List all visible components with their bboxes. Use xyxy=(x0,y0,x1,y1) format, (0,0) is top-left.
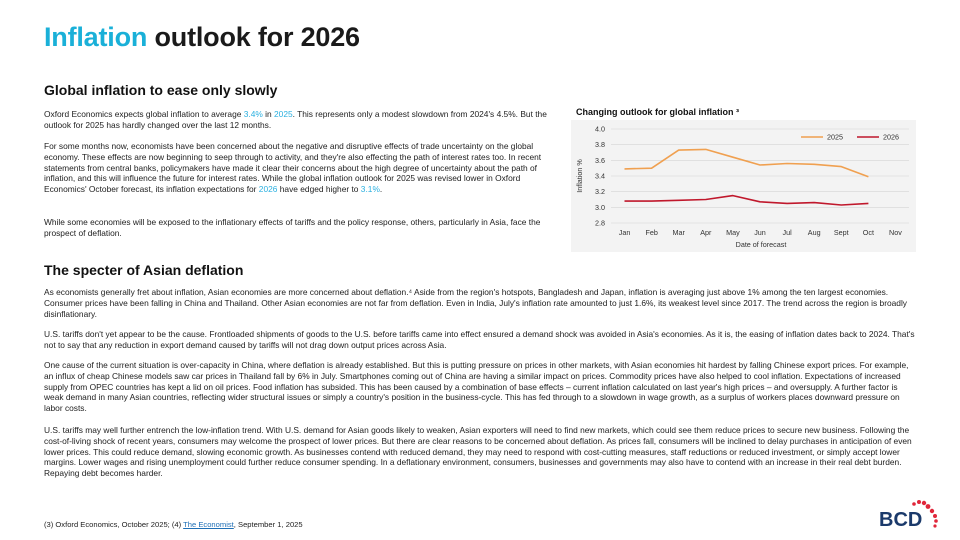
section2-paragraph-4: U.S. tariffs may well further entrench the low-inflation trend. With U.S. demand for Asian goods likely to weaken, Asian exporters will need to find new markets, which could see them reduce prices to secure new business. Following the cost-of-living shock of recent years, consumers may welcome the prospect of lower prices. But there are clear reasons to be concerned about deflation. As prices fall, consumers will be inclined to delay purchases in anticipation of even lower prices. This could reduce demand, slowing economic growth. As businesses contend with reduced demand, they may need to respond with cost-cutting measures, staff reductions or reduced investment, or simply accept lower margins. Lower wages and rising unemployment could further reduce consumer spending. In a deflationary environment, consumers, businesses and governments may also have to contend with an increase in their real debt burden. Repaying debt becomes harder. xyxy=(44,425,912,479)
x-axis-title: Date of forecast xyxy=(735,240,787,249)
page-title-rest: outlook for 2026 xyxy=(147,22,360,52)
x-tick-label: Mar xyxy=(672,228,685,237)
paragraph-text: While some economies will be exposed to the inflationary effects of tariffs and the policy response, others, particularly in Asia, face the prospect of deflation. xyxy=(44,217,541,238)
y-axis-title: Inflation % xyxy=(575,159,584,193)
y-tick-label: 3.8 xyxy=(595,140,605,150)
paragraph-text: For some months now, economists have been concerned about the negative and disruptive effects of trade uncertainty on the global economy. These effects are now beginning to seep through to activity, and they're also effecting the path of interest rates too. In recent statements from central banks, policymakers have made it clear their concerns about the high degree of uncertainty about the path of inflation, and this will influence the future for interest rates. While the global inflation outlook for 2025 was revised lower in Oxford Economics' October forecast, its inflation expectations for xyxy=(44,141,542,195)
x-tick-label: Apr xyxy=(700,228,712,237)
logo-text: BCD xyxy=(879,509,923,530)
page-title xyxy=(44,22,360,53)
y-tick-label: 3.2 xyxy=(595,187,605,197)
x-tick-label: Nov xyxy=(889,228,902,237)
paragraph-text: . xyxy=(379,184,383,195)
page-title-accent: Inflation xyxy=(44,22,148,52)
highlighted-value: 3.1% xyxy=(360,184,380,195)
x-tick-label: Feb xyxy=(645,228,658,237)
footnote-date: , September 1, 2025 xyxy=(233,520,303,529)
section1-paragraph-1 xyxy=(44,109,556,131)
x-tick-label: Aug xyxy=(807,228,821,237)
x-tick-label: Jul xyxy=(782,228,792,237)
y-tick-label: 4.0 xyxy=(595,124,605,134)
section1-paragraph-2 xyxy=(44,141,556,195)
paragraph-text: Oxford Economics expects global inflation to average xyxy=(44,109,244,119)
bcd-logo xyxy=(878,500,942,530)
x-tick-label: Sept xyxy=(833,228,849,237)
series-line-2026 xyxy=(625,196,869,205)
y-tick-label: 3.0 xyxy=(595,202,605,212)
highlighted-value: 3.4% xyxy=(243,109,263,119)
chart-title: Changing outlook for global inflation ³ xyxy=(576,107,739,117)
x-tick-label: May xyxy=(726,228,740,237)
section2-paragraph-2: U.S. tariffs don't yet appear to be the cause. Frontloaded shipments of goods to the U.S. before tariffs came into effect ensured a demand shock was avoided in Asia's economies. As it is, the easing of inflation dates back to 2024. That's not to say that any reduction in export demand caused by tariffs will not drag down output prices across Asia. xyxy=(44,329,915,350)
footnote xyxy=(44,520,303,529)
y-tick-label: 2.8 xyxy=(595,218,605,228)
section1-paragraph-3 xyxy=(44,217,556,239)
series-line-2025 xyxy=(625,149,869,176)
highlighted-value: 2026 xyxy=(258,184,278,195)
legend-label-2026: 2026 xyxy=(883,132,899,142)
paragraph-text: have edged higher to xyxy=(277,184,361,195)
legend-label-2025: 2025 xyxy=(827,132,843,142)
inflation-chart-svg xyxy=(571,120,916,252)
highlighted-value: 2025 xyxy=(274,109,293,119)
paragraph-text: in xyxy=(262,109,274,119)
y-tick-label: 3.6 xyxy=(595,155,605,165)
section1-heading: Global inflation to ease only slowly xyxy=(44,82,278,98)
paragraph-text: . This represents only a modest slowdown from 2024's 4.5%. But the outlook for 2025 has hardly changed over the last 12 months. xyxy=(44,109,547,130)
x-tick-label: Jan xyxy=(618,228,631,237)
inflation-chart xyxy=(571,120,916,252)
footnote-text: (3) Oxford Economics, October 2025; (4) xyxy=(44,520,184,529)
y-tick-label: 3.4 xyxy=(595,171,605,181)
section2-paragraph-3: One cause of the current situation is over-capacity in China, where deflation is already established. But this is putting pressure on prices in other markets, with Asian economies hit hardest by falling Chinese export prices. For example, an influx of cheap Chinese models saw car prices in Thailand fall by 6% in July. Smartphones coming out of China are having a similar impact on prices. Commodity prices have also helped to cool inflation. Expectations of increased supply from OPEC countries has kept a lid on oil prices. Food inflation has subsided. This has been caused by a combination of base effects – current inflation calculated on last year's high prices – and oversupply. A further factor is weak demand in many Asian countries, reflecting wider structural issues or simply a country's position in the business-cycle. This has fed through to a slowdown in wage growth, as a surplus of workers places downward pressure on labor costs. xyxy=(44,360,909,414)
x-tick-label: Oct xyxy=(862,228,874,237)
section2-paragraph-1: As economists generally fret about inflation, Asian economies are more concerned about deflation.⁴ Aside from the region's hotspots, Bangladesh and Japan, inflation is averaging just above 1% among the ten largest economies. Consumer prices have been falling in China and Thailand. Other Asian economies are not far from deflation. Even in India, July's inflation rate amounted to just 1.6%, its weakest level since 2017. The trend across the region is broadly disinflationary. xyxy=(44,287,907,319)
economist-link[interactable]: The Economist xyxy=(183,520,234,529)
x-tick-label: Jun xyxy=(754,228,766,237)
section2-heading: The specter of Asian deflation xyxy=(44,262,244,278)
